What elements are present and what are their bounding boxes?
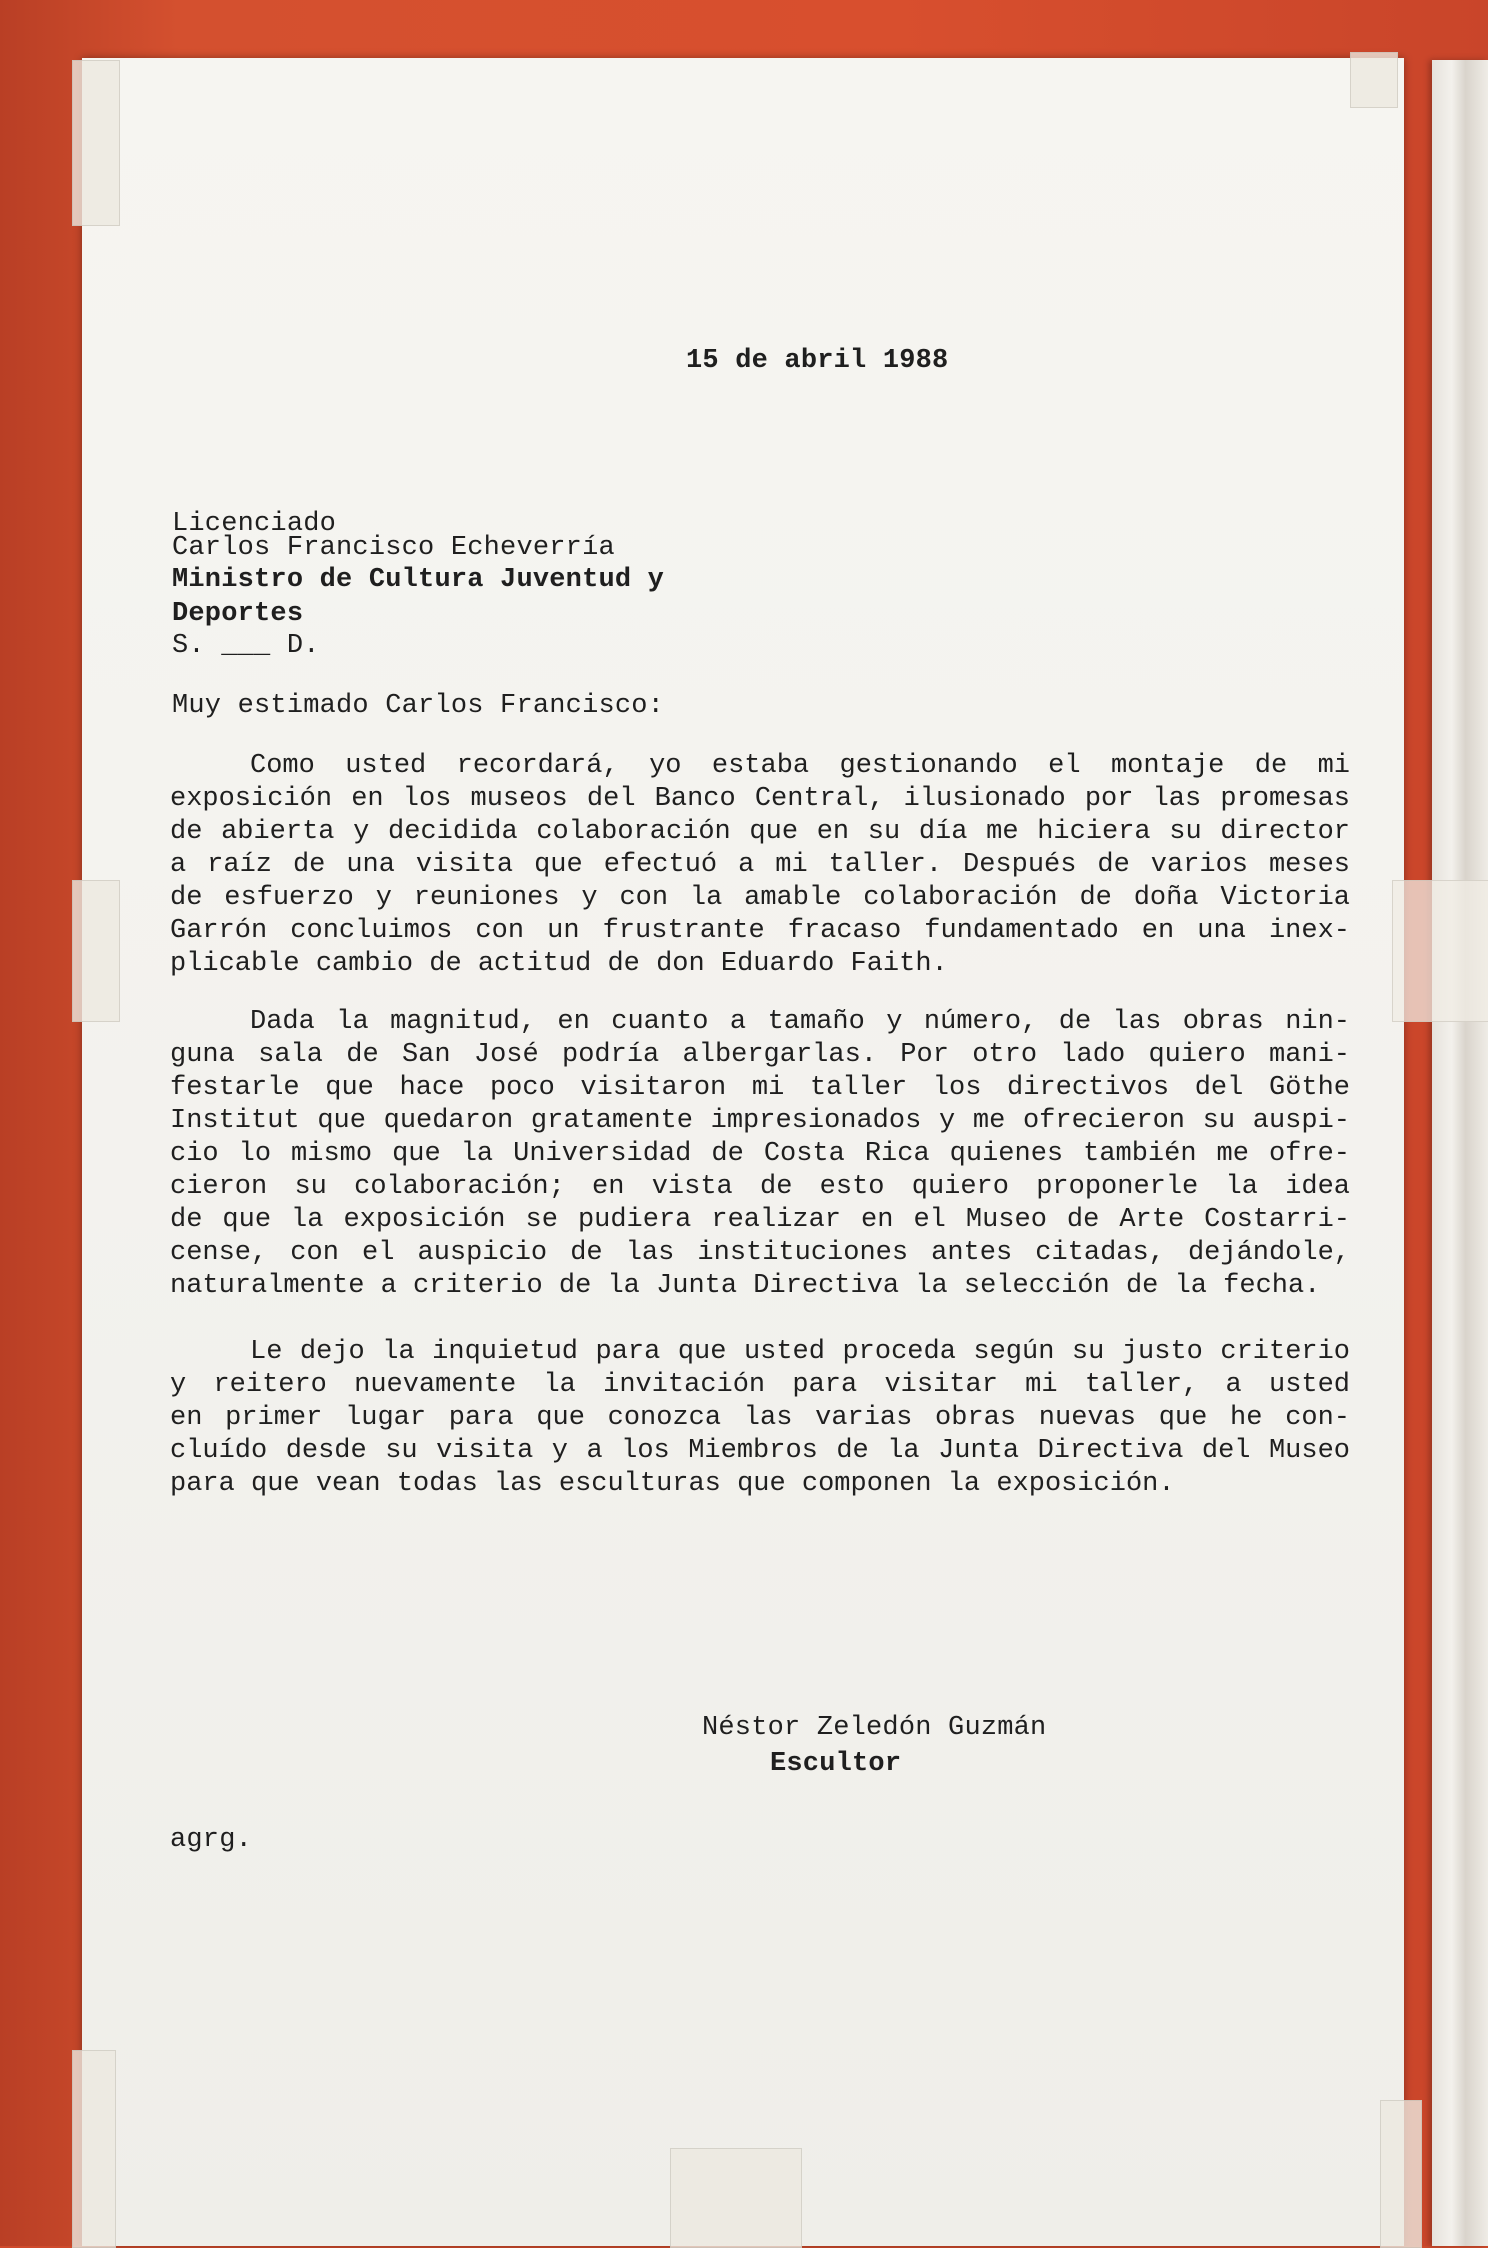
- paragraph-1-line: de esfuerzo y reuniones y con la amable colaboración de doña Victoria: [170, 883, 1350, 913]
- recipient-title: Licenciado: [172, 509, 337, 539]
- paragraph-3-line: en primer lugar para que conozca las varias obras nuevas que he con-: [170, 1403, 1350, 1433]
- recipient-sd: S. ___ D.: [172, 631, 320, 661]
- paragraph-1: [170, 750, 1350, 981]
- paragraph-1-line: de abierta y decidida colaboración que en su día me hiciera su director: [170, 817, 1350, 847]
- paragraph-3-line: Le dejo la inquietud para que usted proceda según su justo criterio: [250, 1337, 1350, 1367]
- recipient-position-line2: Deportes: [172, 599, 304, 629]
- paragraph-2-line: festarle que hace poco visitaron mi taller los directivos del Göthe: [170, 1073, 1350, 1103]
- paragraph-2: [170, 1006, 1350, 1303]
- paragraph-1-line: exposición en los museos del Banco Central, ilusionado por las promesas: [170, 784, 1350, 814]
- paragraph-2-line: guna sala de San José podría albergarlas. Por otro lado quiero mani-: [170, 1040, 1350, 1070]
- paragraph-1-line: plicable cambio de actitud de don Eduardo Faith.: [170, 949, 948, 979]
- paragraph-2-line: naturalmente a criterio de la Junta Directiva la selección de la fecha.: [170, 1271, 1321, 1301]
- paragraph-1-line: a raíz de una visita que efectuó a mi taller. Después de varios meses: [170, 850, 1350, 880]
- paragraph-3: [170, 1336, 1350, 1501]
- paragraph-3-line: cluído desde su visita y a los Miembros de la Junta Directiva del Museo: [170, 1436, 1350, 1466]
- letter-date: 15 de abril 1988: [686, 346, 949, 376]
- paragraph-3-line: y reitero nuevamente la invitación para visitar mi taller, a usted: [170, 1370, 1350, 1400]
- recipient-name: Carlos Francisco Echeverría: [172, 533, 615, 563]
- signature-name: Néstor Zeledón Guzmán: [702, 1713, 1047, 1743]
- paragraph-1-line: Garrón concluimos con un frustrante fracaso fundamentado en una inex-: [170, 916, 1350, 946]
- salutation: Muy estimado Carlos Francisco:: [172, 691, 665, 721]
- recipient-position-line1: Ministro de Cultura Juventud y: [172, 565, 665, 595]
- paragraph-1-line: Como usted recordará, yo estaba gestionando el montaje de mi: [250, 751, 1350, 781]
- paragraph-2-line: Institut que quedaron gratamente impresionados y me ofrecieron su auspi-: [170, 1106, 1350, 1136]
- paragraph-2-line: de que la exposición se pudiera realizar en el Museo de Arte Costarri-: [170, 1205, 1350, 1235]
- paragraph-2-line: cense, con el auspicio de las instituciones antes citadas, dejándole,: [170, 1238, 1350, 1268]
- paragraph-2-line: Dada la magnitud, en cuanto a tamaño y número, de las obras nin-: [250, 1007, 1350, 1037]
- typist-initials: agrg.: [170, 1825, 253, 1855]
- signature-role: Escultor: [770, 1749, 902, 1779]
- paragraph-2-line: cio lo mismo que la Universidad de Costa Rica quienes también me ofre-: [170, 1139, 1350, 1169]
- paragraph-2-line: cieron su colaboración; en vista de esto quiero proponerle la idea: [170, 1172, 1350, 1202]
- paragraph-3-line: para que vean todas las esculturas que componen la exposición.: [170, 1469, 1175, 1499]
